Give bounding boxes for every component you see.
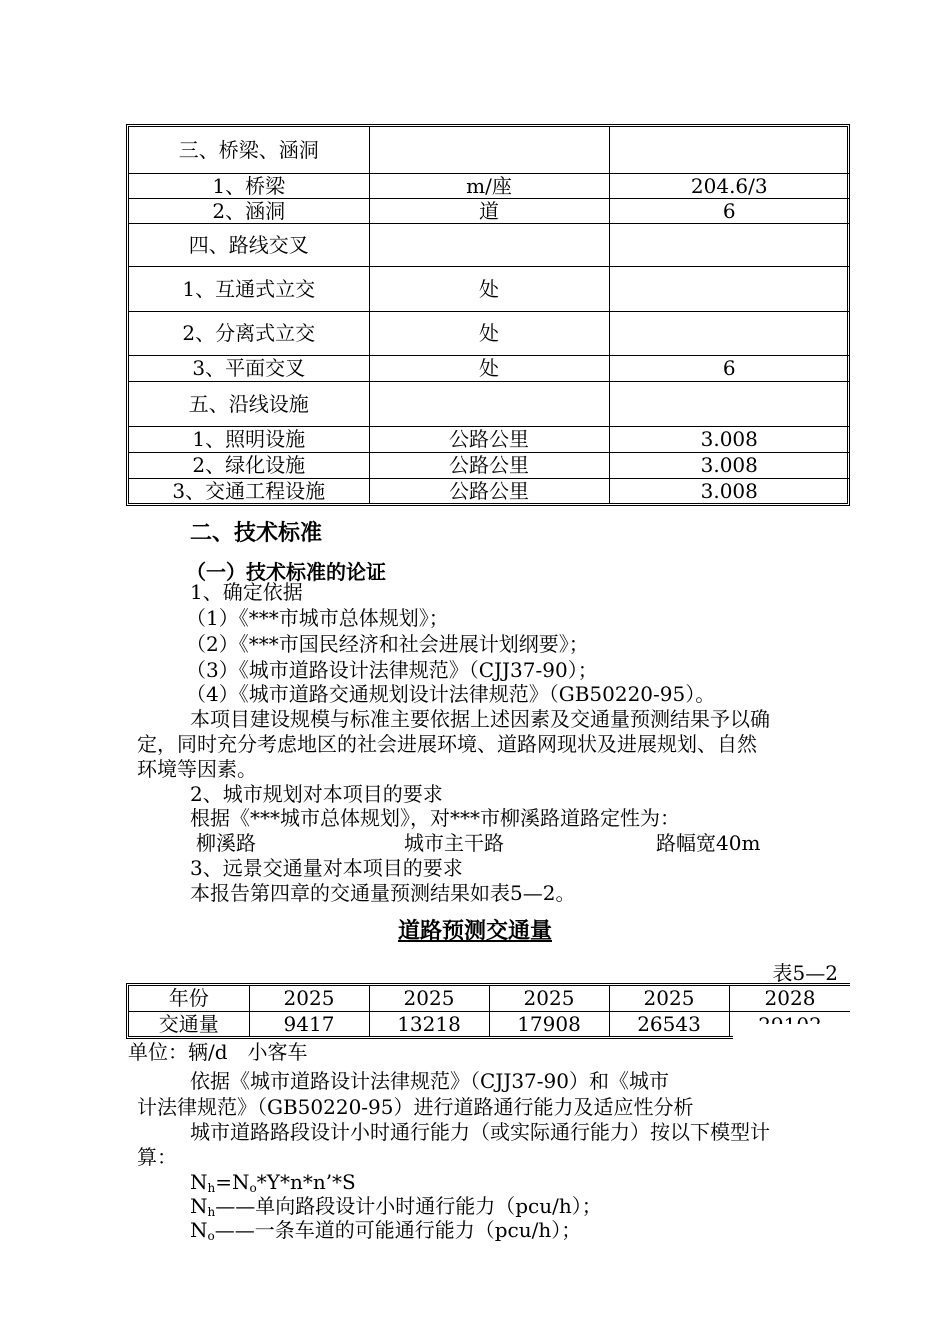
definition-no: $N_o——$一条车道的可能通行能力（pcu/h）； — [190, 1218, 582, 1243]
table-header-cell: 2025 — [489, 986, 609, 1011]
table-cell: 2、涵洞 — [129, 198, 369, 223]
paragraph-line: 定，同时充分考虑地区的社会进展环境、道路网现状及进展规划、自然 — [137, 732, 757, 756]
table-cell: 1、互通式立交 — [129, 266, 369, 311]
table-cell: 9417 — [249, 1011, 369, 1036]
basis-item: （1）《***市城市总体规划》； — [186, 606, 449, 630]
table-cell: 204.6/3 — [609, 173, 849, 198]
table-cell: 处 — [369, 355, 609, 381]
paragraph-line: 城市道路路段设计小时通行能力（或实际通行能力）按以下模型计 — [190, 1120, 770, 1144]
item3-text: 本报告第四章的交通量预测结果如表5—2。 — [190, 881, 576, 905]
table-cell: 17908 — [489, 1011, 609, 1036]
table-cell: 1、照明设施 — [129, 426, 369, 452]
table-cell: 3.008 — [609, 426, 849, 452]
table-cell — [609, 266, 849, 311]
basis-item: （4）《城市道路交通规划设计法律规范》（GB50220-95）。 — [186, 682, 716, 706]
table-cell: 公路公里 — [369, 426, 609, 452]
table-cell — [609, 127, 849, 173]
table-cell — [609, 381, 849, 426]
table-cell: 13218 — [369, 1011, 489, 1036]
table-cell: 26543 — [609, 1011, 729, 1036]
cover-mask — [733, 1024, 950, 1114]
basis-title: 1、确定依据 — [190, 580, 303, 604]
table-title: 道路预测交通量 — [397, 919, 552, 944]
table-cell: 道 — [369, 198, 609, 223]
road-name: 柳溪路 — [196, 831, 256, 855]
table-cell: 3、平面交叉 — [129, 355, 369, 381]
paragraph-line: 算： — [137, 1145, 177, 1169]
table-cell: 6 — [609, 198, 849, 223]
facilities-table — [126, 124, 850, 506]
basis-item: （3）《城市道路设计法律规范》（CJJ37-90）； — [186, 658, 598, 682]
item2-text: 根据《***城市总体规划》，对***市柳溪路道路定性为： — [190, 806, 680, 830]
table-cell — [609, 311, 849, 355]
road-width: 路幅宽40m — [656, 831, 761, 855]
table-cell: 3、交通工程设施 — [129, 478, 369, 503]
table-cell — [369, 223, 609, 266]
table-cell: 6 — [609, 355, 849, 381]
paragraph-line: 依据《城市道路设计法律规范》（CJJ37-90）和《城市 — [190, 1069, 669, 1093]
paragraph-line: 环境等因素。 — [137, 757, 257, 781]
table-header-cell: 2028 — [729, 986, 850, 1011]
formula: $N_h=N_o*Y*n*n’*S$ — [190, 1170, 356, 1195]
table-cell: 1、桥梁 — [129, 173, 369, 198]
table-cell — [369, 127, 609, 173]
table-header-cell: 2025 — [369, 986, 489, 1011]
table-header-cell: 2025 — [249, 986, 369, 1011]
section-subheading: （一）技术标准的论证 — [186, 560, 386, 584]
table-cell: 2、分离式立交 — [129, 311, 369, 355]
table-cell: 处 — [369, 311, 609, 355]
table-cell: 公路公里 — [369, 478, 609, 503]
table-cell — [609, 223, 849, 266]
section-heading: 二、技术标准 — [190, 521, 323, 546]
paragraph-line: 本项目建设规模与标准主要依据上述因素及交通量预测结果予以确 — [190, 707, 770, 731]
table-cell: 三、桥梁、涵洞 — [129, 127, 369, 173]
table-cell: 五、沿线设施 — [129, 381, 369, 426]
definition-nh: $N_h——$单向路段设计小时通行能力（pcu/h）； — [190, 1194, 602, 1219]
table-cell: 交通量 — [129, 1011, 249, 1036]
table-cell: m/座 — [369, 173, 609, 198]
table-number: 表5—2 — [772, 961, 838, 985]
table-header-cell: 年份 — [129, 986, 249, 1011]
table-cell: 四、路线交叉 — [129, 223, 369, 266]
table-cell: 2、绿化设施 — [129, 452, 369, 478]
table-cell: 处 — [369, 266, 609, 311]
paragraph-line: 计法律规范》（GB50220-95）进行道路通行能力及适应性分析 — [137, 1095, 694, 1119]
unit-note: 单位：辆/d 小客车 — [128, 1040, 308, 1064]
table-cell — [369, 381, 609, 426]
table-cell: 3.008 — [609, 478, 849, 503]
road-class: 城市主干路 — [404, 831, 504, 855]
basis-item: （2）《***市国民经济和社会进展计划纲要》； — [186, 632, 589, 656]
item2-title: 2、城市规划对本项目的要求 — [190, 782, 443, 806]
table-cell: 3.008 — [609, 452, 849, 478]
item3-title: 3、远景交通量对本项目的要求 — [190, 856, 463, 880]
table-cell: 公路公里 — [369, 452, 609, 478]
table-header-cell: 2025 — [609, 986, 729, 1011]
